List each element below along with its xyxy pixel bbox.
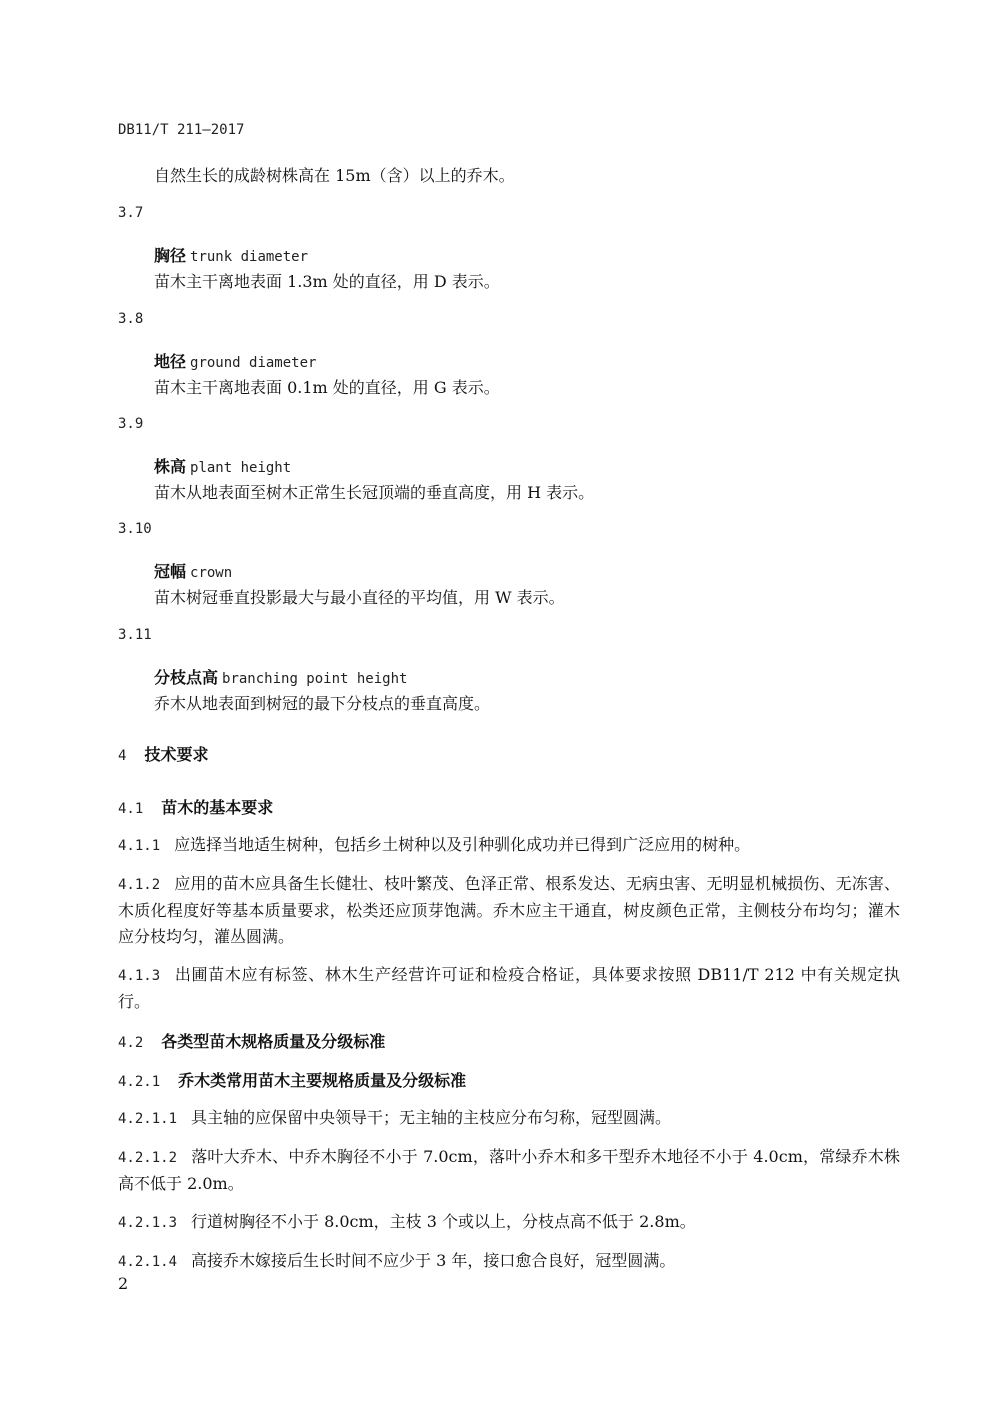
clause-number: 4.1.2 [118,877,161,893]
term-number: 3.9 [118,416,144,432]
term-zh: 地径 [154,352,187,371]
section-number: 4.2 [118,1035,144,1051]
section-title: 苗木的基本要求 [161,798,274,817]
section-title: 技术要求 [144,745,209,764]
clause-4-1-1 [118,832,900,859]
term-title [154,349,316,372]
section-number: 4.1 [118,801,144,817]
section-title: 乔木类常用苗木主要规格质量及分级标准 [178,1071,467,1090]
term-en: branching point height [222,671,408,687]
clause-4-1-2 [118,871,900,950]
term-title [154,454,291,477]
section-4-2-1-heading [118,1068,466,1091]
clause-text: 落叶大乔木、中乔木胸径不小于 7.0cm，落叶小乔木和多干型乔木地径不小于 4.0cm，常绿乔木株高不低于 2.0m。 [118,1147,900,1193]
clause-number: 4.2.1.4 [118,1254,178,1270]
term-zh: 株高 [154,457,187,476]
page-number: 2 [118,1274,129,1293]
term-zh: 冠幅 [154,562,187,581]
clause-4-2-1-1 [118,1105,900,1132]
term-number: 3.8 [118,311,144,327]
section-4-1-heading [118,795,273,818]
term-3-6-definition: 自然生长的成龄树株高在 15m（含）以上的乔木。 [154,166,515,185]
term-title [154,243,308,266]
clause-text: 具主轴的应保留中央领导干；无主轴的主枝应分布匀称，冠型圆满。 [191,1108,672,1127]
term-number: 3.10 [118,521,152,537]
clause-number: 4.2.1.3 [118,1215,178,1231]
term-zh: 胸径 [154,246,187,265]
section-4-2-heading [118,1029,385,1052]
term-number: 3.7 [118,205,144,221]
clause-number: 4.1.3 [118,968,161,984]
clause-number: 4.2.1.2 [118,1150,178,1166]
term-en: plant height [190,460,292,476]
clause-4-2-1-3 [118,1209,900,1236]
section-title: 各类型苗木规格质量及分级标准 [161,1032,386,1051]
clause-4-2-1-2 [118,1144,900,1197]
section-number: 4.2.1 [118,1074,161,1090]
clause-number: 4.2.1.1 [118,1111,178,1127]
term-en: trunk diameter [190,249,309,265]
clause-number: 4.1.1 [118,838,161,854]
term-zh: 分枝点高 [154,668,219,687]
clause-text: 出圃苗木应有标签、林木生产经营许可证和检疫合格证，具体要求按照 DB11/T 212 中有关规定执行。 [118,965,900,1011]
term-definition: 苗木主干离地表面 0.1m 处的直径，用 G 表示。 [154,378,500,397]
clause-text: 应用的苗木应具备生长健壮、枝叶繁茂、色泽正常、根系发达、无病虫害、无明显机械损伤、无冻害、木质化程度好等基本质量要求，松类还应顶芽饱满。乔木应主干通直，树皮颜色正常，主侧枝分布均匀；灌木应分枝均匀，灌丛圆满。 [118,874,900,946]
section-number: 4 [118,748,127,764]
clause-text: 行道树胸径不小于 8.0cm，主枝 3 个或以上，分枝点高不低于 2.8m。 [191,1212,696,1231]
doc-code-header: DB11/T 211—2017 [118,122,245,138]
term-number: 3.11 [118,627,152,643]
clause-4-1-3 [118,962,900,1015]
clause-text: 高接乔木嫁接后生长时间不应少于 3 年，接口愈合良好，冠型圆满。 [191,1251,676,1270]
term-definition: 苗木从地表面至树木正常生长冠顶端的垂直高度，用 H 表示。 [154,483,595,502]
term-title [154,559,232,582]
term-title [154,665,407,688]
term-definition: 苗木主干离地表面 1.3m 处的直径，用 D 表示。 [154,272,500,291]
term-en: crown [190,565,233,581]
term-en: ground diameter [190,355,317,371]
section-4-heading [118,742,208,765]
term-definition: 乔木从地表面到树冠的最下分枝点的垂直高度。 [154,694,491,713]
clause-4-2-1-4 [118,1248,900,1275]
clause-text: 应选择当地适生树种，包括乡土树种以及引种驯化成功并已得到广泛应用的树种。 [174,835,751,854]
term-definition: 苗木树冠垂直投影最大与最小直径的平均值，用 W 表示。 [154,588,565,607]
